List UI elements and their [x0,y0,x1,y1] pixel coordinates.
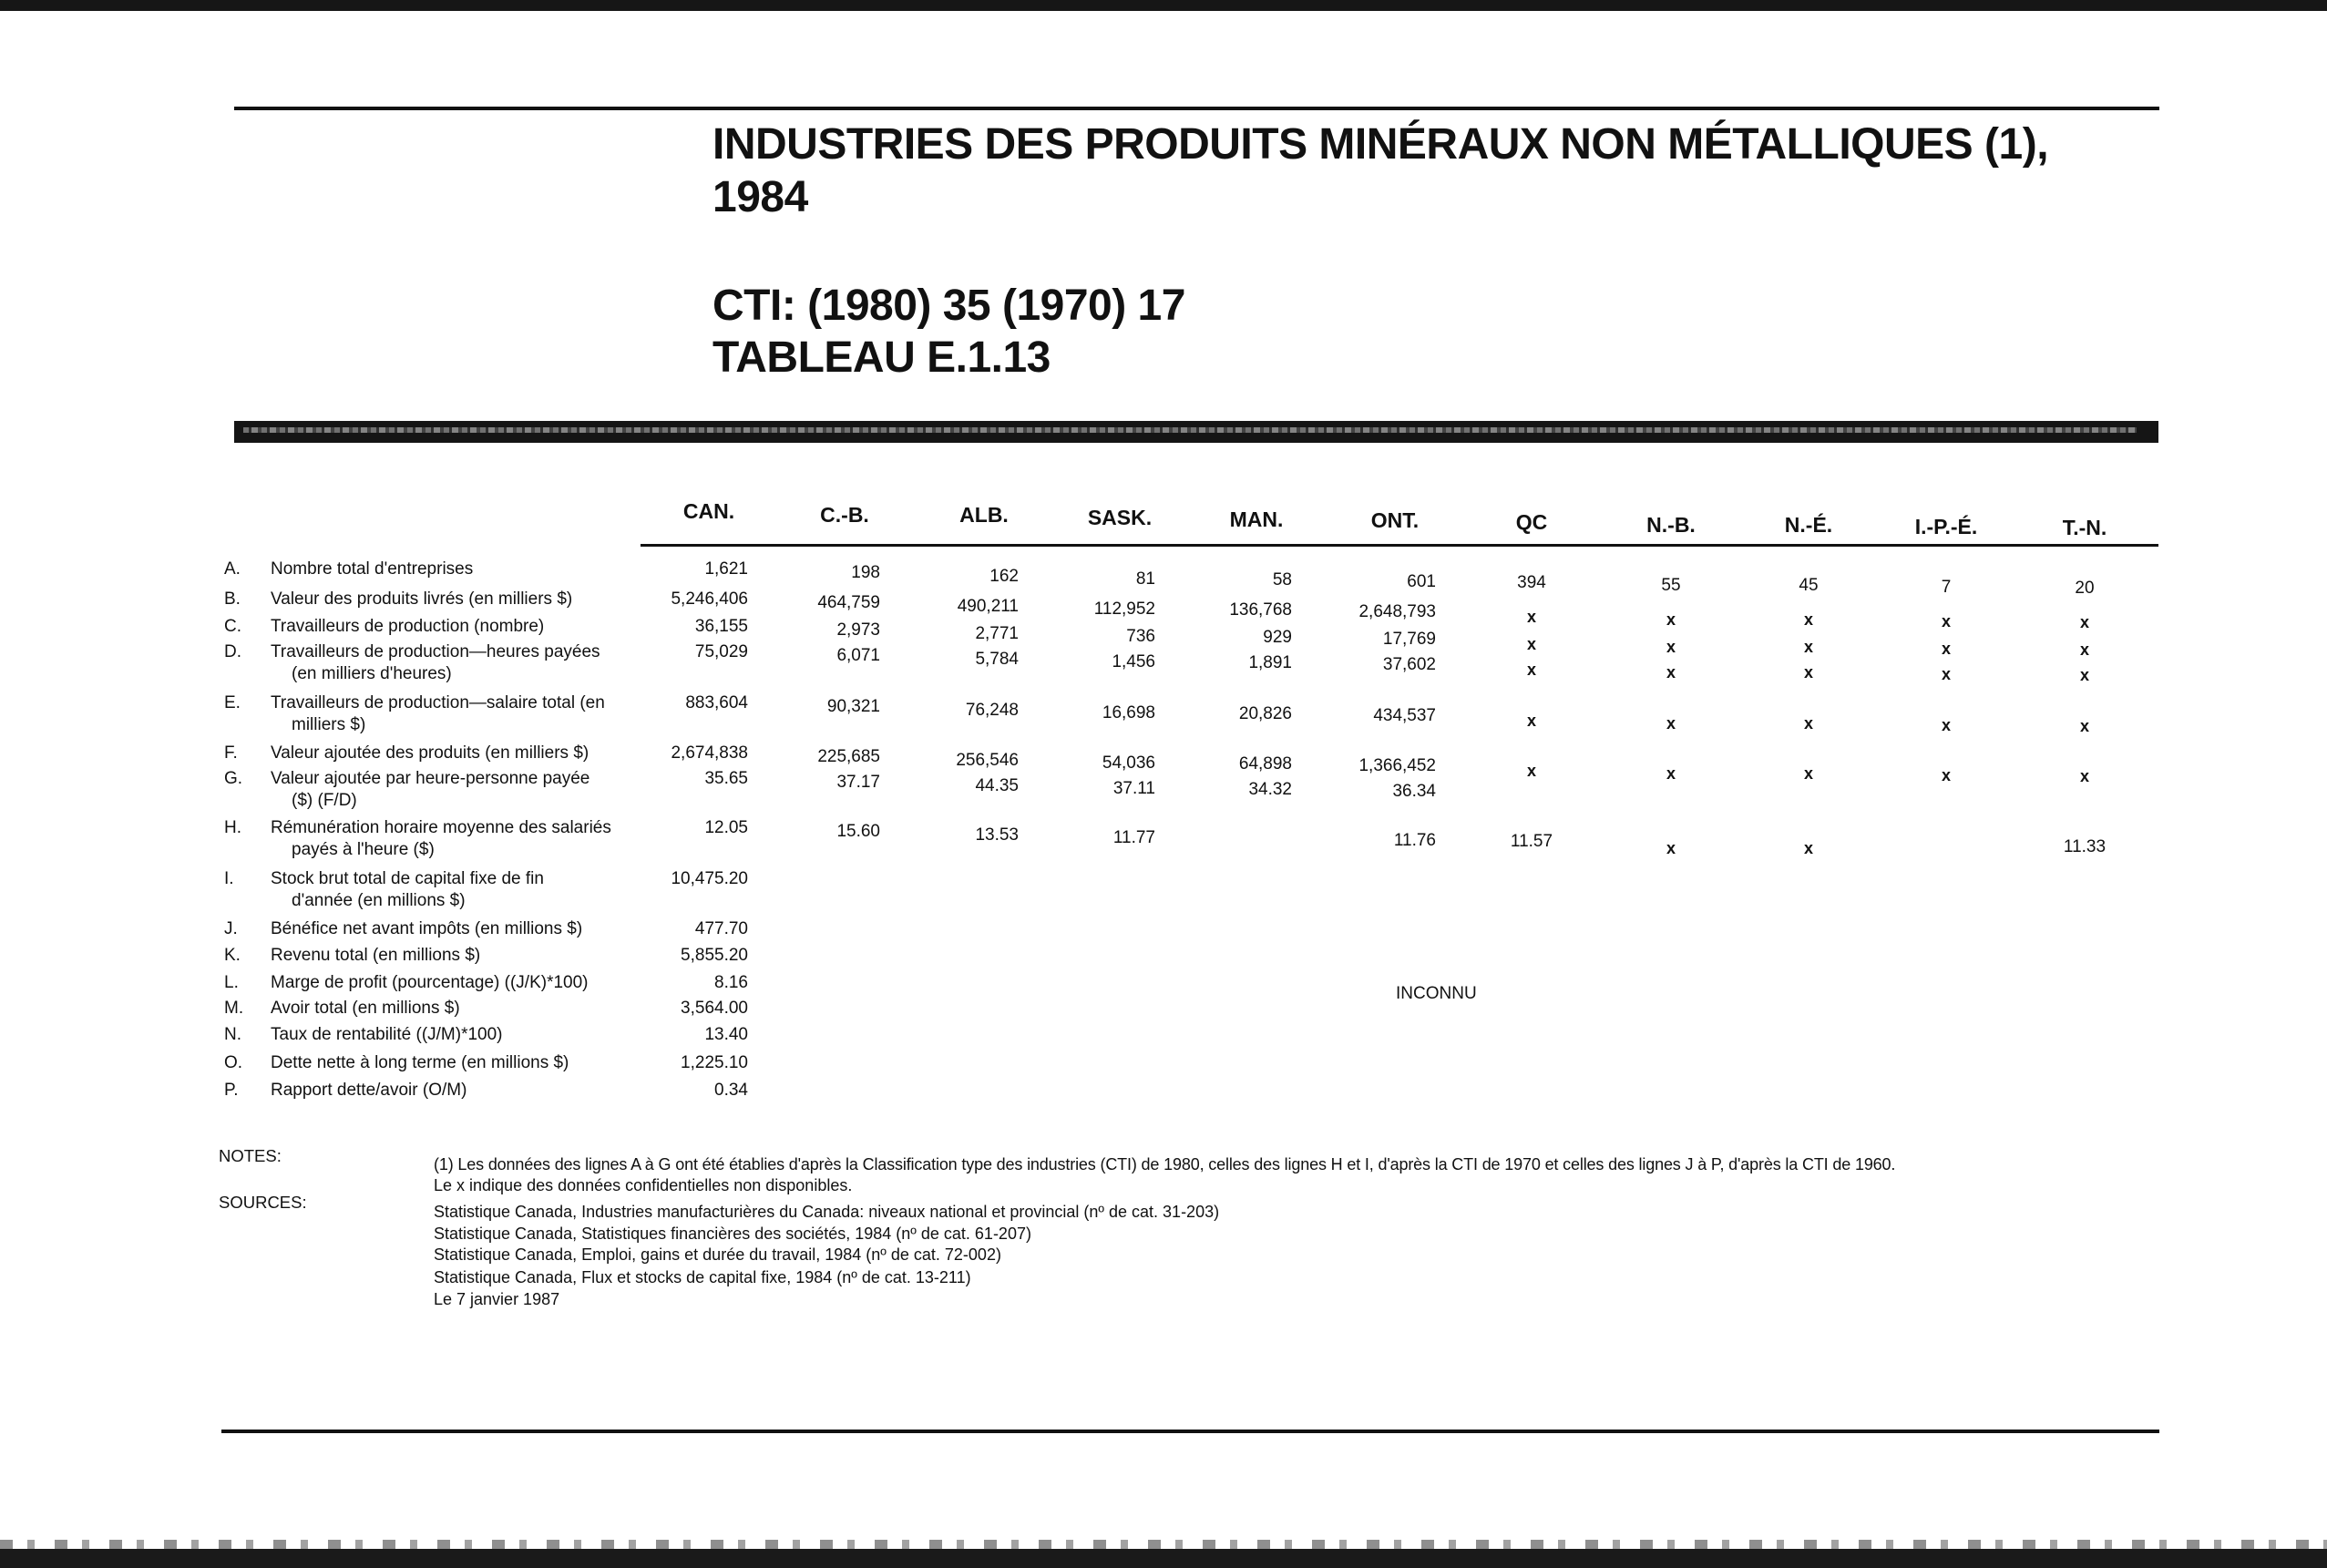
table-cell: 12.05 [704,818,748,837]
top-rule [234,107,2159,110]
table-cell: 8.16 [714,973,748,992]
table-cell: 1,366,452 [1358,756,1436,775]
row-label: Travailleurs de production—salaire total (en [271,693,605,712]
row-label: d'année (en millions $) [292,891,466,910]
table-cell: 162 [989,567,1019,586]
column-header: I.-P.-É. [1914,515,1978,538]
bottom-rule [221,1430,2159,1433]
row-letter: M. [224,999,244,1018]
table-cell: 36,155 [694,617,748,636]
confidential-cell: x [2079,613,2089,631]
table-cell: 5,246,406 [671,589,748,609]
confidential-cell: x [1526,608,1536,626]
table-cell: 2,648,793 [1358,602,1436,621]
row-letter: D. [224,642,241,661]
row-letter: P. [224,1081,239,1100]
confidential-cell: x [1666,638,1676,656]
table-cell: 16,698 [1102,703,1155,723]
scan-edge-bottom [0,1549,2327,1568]
column-header: C.-B. [820,503,869,527]
table-cell: 55 [1661,576,1681,595]
note-line-1: (1) Les données des lignes A à G ont été établies d'après la Classification type des industries (CTI) de 1980, celles des lignes H et I, d'après la CTI de 1970 et celles des lignes J à P, d'après la CTI de 1960. [434,1155,1896,1173]
header-band [234,421,2158,443]
table-cell: 225,685 [817,747,880,766]
page-title [712,118,2170,224]
confidential-cell: x [1803,638,1813,656]
confidential-cell: x [1803,839,1813,857]
table-cell: 11.33 [2063,837,2107,856]
title-line-2: 1984 [712,173,808,221]
table-cell: 6,071 [836,646,880,665]
row-letter: O. [224,1053,243,1072]
table-cell: 54,036 [1102,753,1155,773]
row-label: Stock brut total de capital fixe de fin [271,869,544,888]
row-label: (en milliers d'heures) [292,664,452,683]
row-letter: E. [224,693,241,712]
table-cell: 81 [1135,569,1155,589]
table-cell: 112,952 [1093,600,1155,619]
row-label: Bénéfice net avant impôts (en millions $) [271,919,583,938]
row-label: Valeur ajoutée par heure-personne payée [271,769,590,788]
row-label: Travailleurs de production (nombre) [271,617,545,636]
row-label: Nombre total d'entreprises [271,559,474,579]
table-cell: 37.11 [1112,779,1155,798]
table-cell: 76,248 [965,701,1019,720]
table-cell: 34.32 [1248,780,1292,799]
confidential-cell: x [1666,714,1676,733]
source-date: Le 7 janvier 1987 [434,1290,560,1308]
row-label: Revenu total (en millions $) [271,946,481,965]
table-cell: 1,456 [1112,652,1155,671]
row-label: Travailleurs de production—heures payées [271,642,600,661]
row-label: Rémunération horaire moyenne des salariés [271,818,611,837]
row-label: Marge de profit (pourcentage) ((J/K)*100) [271,973,589,992]
column-header: N.-É. [1784,513,1833,537]
table-cell: 45 [1799,576,1819,595]
row-letter: I. [224,869,234,888]
confidential-cell: x [1526,661,1536,679]
table-cell: 5,855.20 [681,946,748,965]
confidential-cell: x [1803,610,1813,629]
confidential-cell: x [1666,610,1676,629]
table-cell: 136,768 [1229,600,1292,620]
row-letter: H. [224,818,241,837]
row-letter: F. [224,743,238,763]
table-cell: 11.77 [1112,828,1155,847]
table-cell: 5,784 [975,650,1019,669]
row-label: milliers $) [292,715,366,734]
row-letter: C. [224,617,241,636]
source-3: Statistique Canada, Emploi, gains et durée du travail, 1984 (nº de cat. 72-002) [434,1245,1001,1264]
table-cell: 7 [1941,578,1952,597]
cti-code: CTI: (1980) 35 (1970) 17 [712,282,1185,330]
column-header: ALB. [959,503,1009,527]
column-header: SASK. [1087,506,1153,529]
row-letter: N. [224,1025,241,1044]
table-cell: 490,211 [957,597,1019,616]
confidential-cell: x [1526,712,1536,730]
table-cell: 15.60 [836,822,880,841]
row-label: Valeur ajoutée des produits (en milliers $) [271,743,589,763]
row-label: payés à l'heure ($) [292,840,435,859]
confidential-cell: x [1803,663,1813,682]
table-cell: 10,475.20 [671,869,748,888]
table-cell: 3,564.00 [681,999,748,1018]
table-cell: 434,537 [1373,706,1436,725]
row-letter: L. [224,973,239,992]
confidential-cell: x [1666,663,1676,682]
confidential-cell: x [1941,665,1951,683]
scan-edge-top [0,0,2327,11]
row-label: Valeur des produits livrés (en milliers $) [271,589,573,609]
confidential-cell: x [2079,641,2089,659]
row-label: ($) (F/D) [292,791,357,810]
confidential-cell: x [2079,666,2089,684]
table-cell: 44.35 [975,776,1019,795]
table-cell: 2,771 [975,624,1019,643]
table-cell: 1,891 [1248,653,1292,672]
row-letter: A. [224,559,241,579]
column-header: QC [1515,510,1548,534]
table-cell: 0.34 [714,1081,748,1100]
confidential-cell: x [2079,767,2089,785]
table-cell: 37,602 [1382,655,1436,674]
column-header: T.-N. [2062,516,2107,539]
inconnu-label: INCONNU [1396,984,1477,1003]
table-subtitle [712,280,1806,384]
table-cell: 1,225.10 [681,1053,748,1072]
title-line-1: INDUSTRIES DES PRODUITS MINÉRAUX NON MÉTALLIQUES (1), [712,120,2049,169]
column-header: N.-B. [1646,513,1696,537]
table-cell: 883,604 [685,693,748,712]
table-cell: 13.53 [975,825,1019,845]
source-2: Statistique Canada, Statistiques financières des sociétés, 1984 (nº de cat. 61-207) [434,1225,1031,1243]
table-cell: 36.34 [1392,782,1436,801]
confidential-cell: x [1526,762,1536,780]
row-letter: G. [224,769,243,788]
table-cell: 394 [1517,573,1546,592]
table-cell: 58 [1272,570,1292,589]
row-letter: K. [224,946,241,965]
table-cell: 90,321 [826,697,880,716]
table-cell: 35.65 [704,769,748,788]
table-cell: 13.40 [704,1025,748,1044]
table-cell: 464,759 [817,593,880,612]
table-cell: 601 [1407,572,1436,591]
column-header: ONT. [1370,508,1420,532]
table-cell: 198 [851,563,880,582]
confidential-cell: x [1803,714,1813,733]
table-cell: 736 [1126,627,1155,646]
confidential-cell: x [1526,635,1536,653]
table-cell: 17,769 [1382,630,1436,649]
table-cell: 75,029 [694,642,748,661]
source-4: Statistique Canada, Flux et stocks de capital fixe, 1984 (nº de cat. 13-211) [434,1268,971,1286]
table-cell: 477.70 [694,919,748,938]
row-letter: B. [224,589,241,609]
table-cell: 929 [1263,628,1292,647]
note-line-2: Le x indique des données confidentielles non disponibles. [434,1176,853,1194]
confidential-cell: x [1941,716,1951,734]
confidential-cell: x [1666,839,1676,857]
column-header: CAN. [682,499,735,523]
table-cell: 1,621 [704,559,748,579]
table-cell: 20,826 [1238,704,1292,723]
header-underline [641,544,2158,547]
table-cell: 2,973 [836,620,880,640]
confidential-cell: x [1803,764,1813,783]
confidential-cell: x [1941,640,1951,658]
table-cell: 20 [2075,579,2095,598]
source-1: Statistique Canada, Industries manufacturières du Canada: niveaux national et provincial (nº de cat. 31-203) [434,1203,1220,1221]
table-cell: 11.57 [1510,832,1553,851]
tableau-number: TABLEAU E.1.13 [712,333,1051,382]
sources-label: SOURCES: [219,1193,307,1212]
table-cell: 37.17 [836,773,880,792]
row-label: Rapport dette/avoir (O/M) [271,1081,467,1100]
table-cell: 11.76 [1393,831,1436,850]
confidential-cell: x [1666,764,1676,783]
table-cell: 256,546 [956,751,1019,770]
confidential-cell: x [1941,612,1951,630]
row-label: Dette nette à long terme (en millions $) [271,1053,569,1072]
column-header: MAN. [1229,507,1284,531]
notes-label: NOTES: [219,1146,282,1165]
table-cell: 64,898 [1238,754,1292,774]
row-letter: J. [224,919,238,938]
row-label: Avoir total (en millions $) [271,999,460,1018]
confidential-cell: x [2079,717,2089,735]
confidential-cell: x [1941,766,1951,784]
table-cell: 2,674,838 [671,743,748,763]
row-label: Taux de rentabilité ((J/M)*100) [271,1025,503,1044]
